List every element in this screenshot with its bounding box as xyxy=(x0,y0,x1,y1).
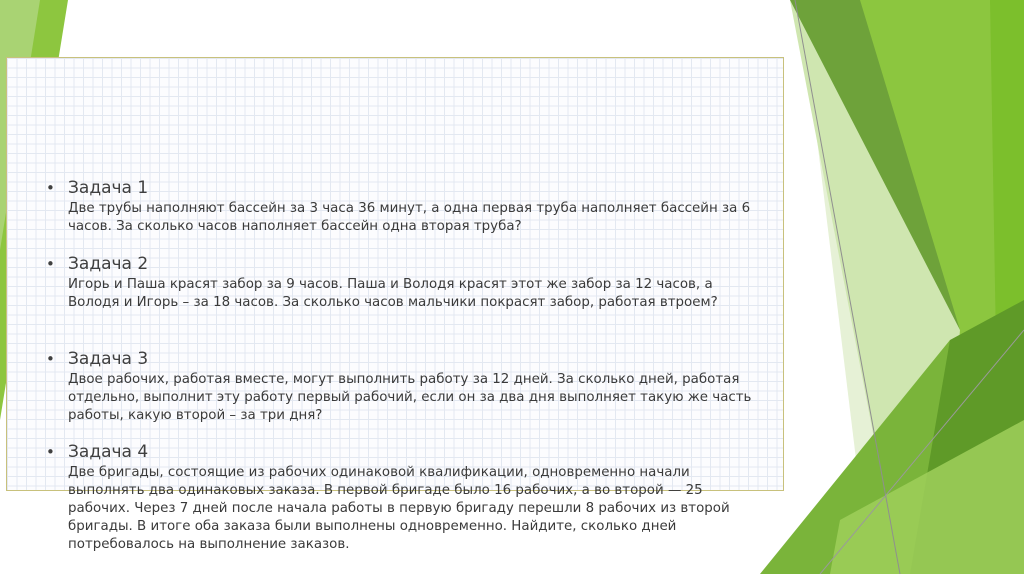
task-1-header xyxy=(46,178,766,198)
bullet: • xyxy=(46,443,55,461)
task-2 xyxy=(46,254,766,312)
task-3-text: Двое рабочих, работая вместе, могут выполнить работу за 12 дней. За сколько дней, работая отдельно, выполнит эту работу первый рабочий, если он за два дня выполняет такую же часть работы, какую второй – за три дня? xyxy=(68,372,752,423)
bullet: • xyxy=(46,179,55,197)
bullet: • xyxy=(46,255,55,273)
task-1-title: Задача 1 xyxy=(68,178,149,198)
task-1-text: Две трубы наполняют бассейн за 3 часа 36 минут, а одна первая труба наполняет бассейн за 6 часов. За сколько часов наполняет бассейн одна вторая труба? xyxy=(68,201,751,234)
task-3 xyxy=(46,349,766,425)
task-2-title: Задача 2 xyxy=(68,254,149,274)
task-4 xyxy=(46,442,766,554)
task-2-text: Игорь и Паша красят забор за 9 часов. Паша и Володя красят этот же забор за 12 часов, а Володя и Игорь – за 18 часов. За сколько часов мальчики покрасят забор, работая втроем? xyxy=(68,277,718,310)
task-1 xyxy=(46,178,766,236)
task-4-header xyxy=(46,442,766,462)
task-3-header xyxy=(46,349,766,369)
task-3-title: Задача 3 xyxy=(68,349,149,369)
bullet: • xyxy=(46,350,55,368)
task-2-header xyxy=(46,254,766,274)
task-4-title: Задача 4 xyxy=(68,442,149,462)
task-4-text: Две бригады, состоящие из рабочих одинаковой квалификации, одновременно начали выполнять два одинаковых заказа. В первой бригаде было 16 рабочих, а во второй — 25 рабочих. Через 7 дней после начала работы в первую бригаду перешли 8 рабочих из второй бригады. В итоге оба заказа были выполнены одновременно. Найдите, сколько дней потребовалось на выполнение заказов. xyxy=(68,465,730,552)
